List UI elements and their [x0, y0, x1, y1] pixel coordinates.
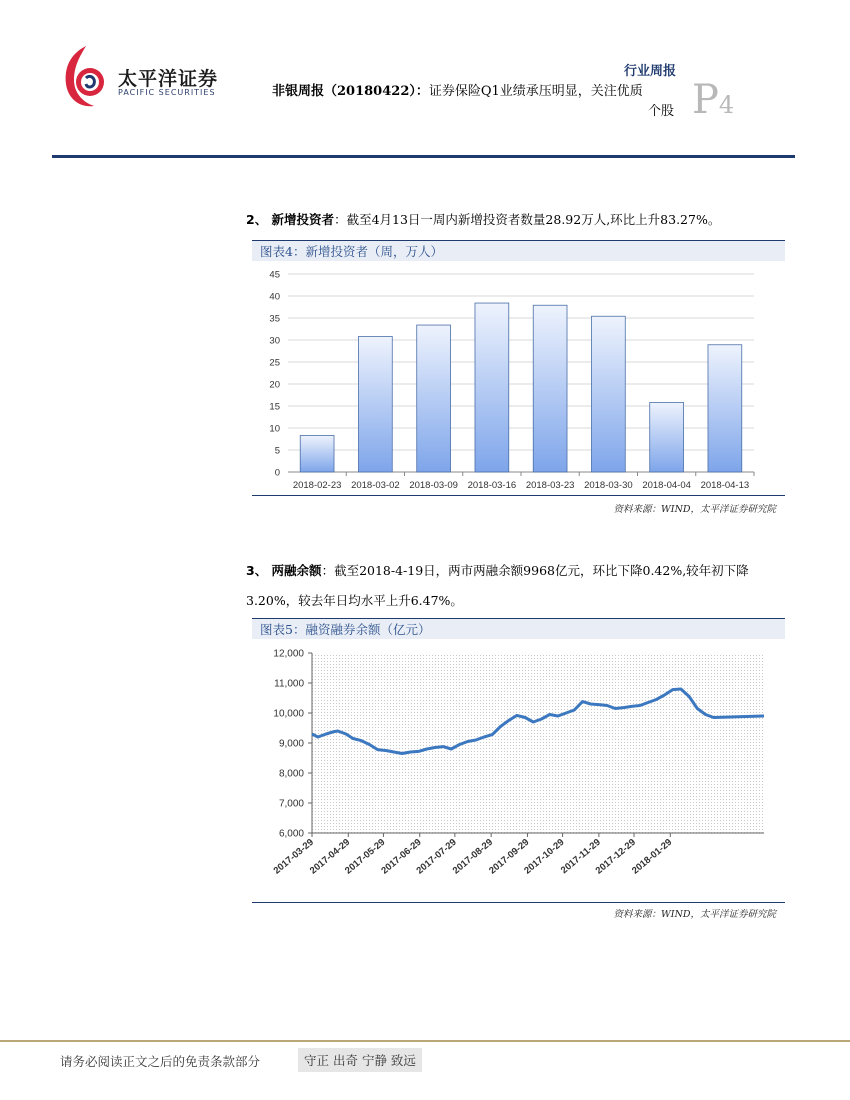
x-tick-label: 2018-03-09: [409, 480, 458, 491]
figure4-bottom-rule: [252, 495, 785, 496]
figure5-bottom-rule: [252, 902, 785, 903]
footer-rule: [0, 1040, 850, 1042]
margin-balance-line-chart: [252, 640, 785, 902]
y-tick-label: 7,000: [278, 798, 304, 810]
brand-name-en: PACIFIC SECURITIES: [118, 88, 216, 97]
bar: [358, 336, 392, 472]
bar: [650, 402, 684, 472]
x-tick-label: 2017-12-29: [593, 836, 638, 877]
y-tick-label: 5: [274, 445, 280, 457]
y-tick-label: 8,000: [278, 768, 304, 780]
x-tick-label: 2018-02-23: [292, 480, 342, 491]
bar: [300, 435, 334, 472]
figure5-source: 资料来源：WIND，太平洋证券研究院: [613, 909, 776, 920]
header-rule: [52, 155, 795, 158]
y-tick-label: 0: [274, 467, 280, 479]
y-tick-label: 35: [269, 313, 280, 325]
section2-text: ：截至4月13日一周内新增投资者数量28.92万人,环比上升83.27%。: [334, 212, 721, 227]
figure4-title: 图表4：新增投资者（周，万人）: [252, 240, 785, 261]
bar: [417, 325, 451, 472]
x-tick-label: 2017-11-29: [558, 836, 603, 877]
report-title-bold: 非银周报（20180422）：: [272, 84, 429, 99]
pacific-securities-logo: [60, 44, 112, 112]
x-tick-label: 2017-05-29: [343, 836, 388, 877]
x-tick-label: 2018-04-04: [642, 480, 691, 491]
bar: [475, 303, 509, 472]
section3-paragraph: [246, 556, 786, 616]
y-tick-label: 12,000: [273, 648, 304, 660]
report-title-rest: 证券保险Q1业绩承压明显，关注优质: [428, 84, 643, 99]
section2-heading: 2、 新增投资者: [246, 212, 335, 227]
y-tick-label: 6,000: [278, 828, 304, 840]
x-tick-label: 2017-03-29: [271, 836, 316, 877]
figure5-title: 图表5：融资融券余额（亿元）: [252, 618, 785, 639]
x-tick-label: 2017-06-29: [379, 836, 424, 877]
report-title-line2: 个股: [647, 104, 674, 119]
y-tick-label: 10: [269, 423, 280, 435]
bar: [591, 316, 625, 472]
y-tick-label: 25: [269, 357, 280, 369]
bar: [708, 345, 742, 472]
footer-slogan: 守正 出奇 宁静 致远: [298, 1048, 422, 1072]
x-tick-label: 2017-10-29: [522, 836, 567, 877]
figure4-source: 资料来源：WIND，太平洋证券研究院: [613, 504, 776, 515]
new-investors-bar-chart: [252, 262, 785, 494]
footer-disclaimer: 请务必阅读正文之后的免责条款部分: [60, 1054, 261, 1069]
y-tick-label: 45: [269, 269, 280, 281]
page-number: [692, 77, 735, 123]
x-tick-label: 2017-09-29: [487, 836, 532, 877]
brand-name-cn: 太平洋证券: [118, 68, 219, 90]
x-tick-label: 2017-08-29: [450, 836, 496, 877]
x-tick-label: 2018-03-23: [525, 480, 575, 491]
x-tick-label: 2017-07-29: [414, 836, 459, 877]
y-tick-label: 30: [269, 335, 280, 347]
section2-paragraph: [246, 205, 786, 235]
bar: [533, 305, 567, 472]
page-number-value: 4: [718, 91, 735, 119]
y-tick-label: 9,000: [278, 738, 304, 750]
report-type: 行业周报: [623, 64, 676, 79]
x-tick-label: 2018-04-13: [700, 480, 750, 491]
y-tick-label: 10,000: [273, 708, 304, 720]
x-tick-label: 2018-03-16: [467, 480, 517, 491]
section3-heading: 3、 两融余额: [246, 563, 322, 578]
y-tick-label: 20: [269, 379, 280, 391]
page-prefix: P: [692, 77, 719, 123]
y-tick-label: 11,000: [274, 678, 304, 690]
x-tick-label: 2018-03-30: [584, 480, 633, 491]
section3-text: ：截至2018-4-19日，两市两融余额9968亿元，环比下降0.42%,较年初下降3.20%，较去年日均水平上升6.47%。: [246, 563, 749, 608]
y-tick-label: 15: [269, 401, 280, 413]
y-tick-label: 40: [269, 291, 280, 303]
x-tick-label: 2018-01-29: [629, 836, 675, 877]
plot-area: [312, 653, 764, 833]
x-tick-label: 2018-03-02: [351, 480, 400, 491]
x-tick-label: 2017-04-29: [307, 836, 353, 877]
report-title: [272, 80, 643, 99]
